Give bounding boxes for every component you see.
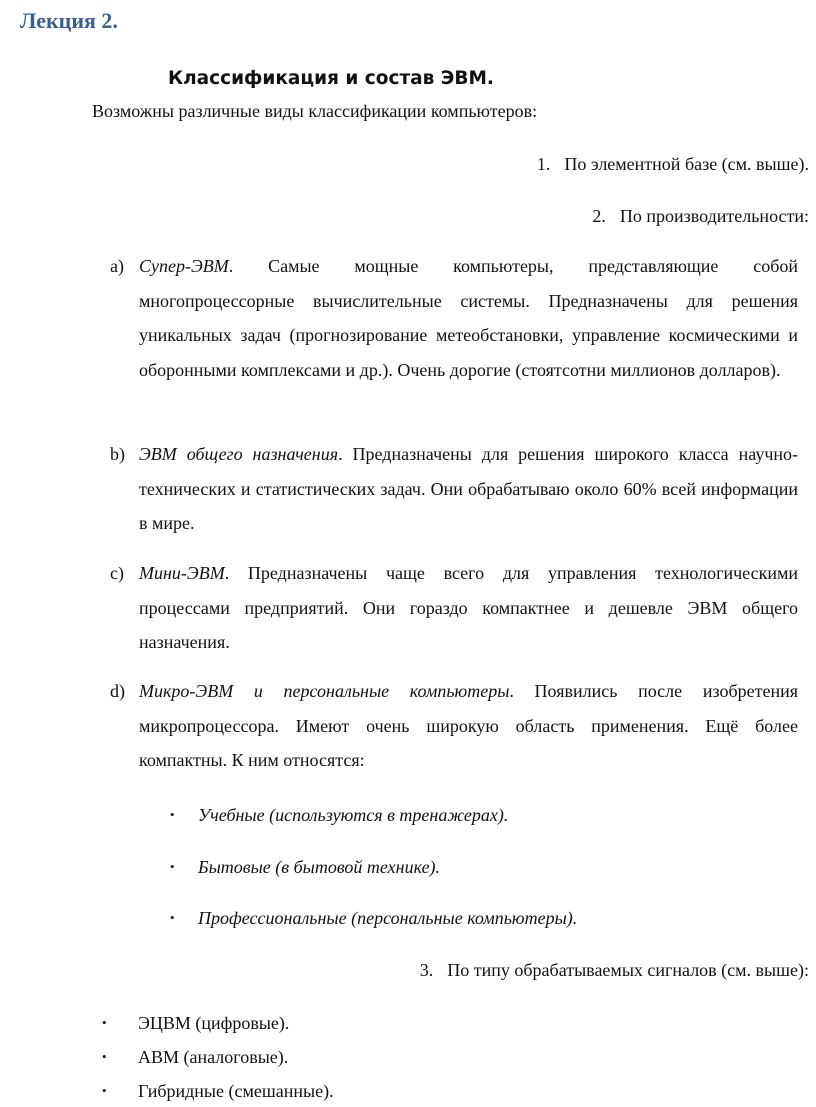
micro-type-item	[170, 805, 508, 826]
list-marker: a)	[110, 256, 124, 276]
list-marker: c)	[110, 563, 124, 583]
micro-type-item	[170, 908, 577, 929]
intro-paragraph: Возможны различные виды классификации компьютеров:	[92, 101, 538, 121]
signal-type-text: Гибридные (смешанные).	[138, 1081, 334, 1101]
numbered-item-3	[420, 960, 809, 981]
list-number: 2.	[592, 206, 606, 226]
class-item-micro	[110, 674, 798, 778]
bullet-icon: •	[170, 910, 175, 925]
signal-type-item	[102, 1081, 334, 1102]
signal-type-item	[102, 1013, 289, 1034]
class-item-mini	[110, 556, 798, 660]
micro-type-text: Профессиональные (персональные компьютеры).	[198, 908, 578, 928]
class-term: Супер-ЭВМ	[139, 256, 229, 276]
class-text: . Предназначены для решения широкого класса научно-технических и статистических задач. Они обрабатываю около 60% всей информации в мире.	[139, 444, 798, 533]
signal-type-item	[102, 1047, 288, 1068]
micro-type-text: Бытовые (в бытовой технике).	[198, 857, 441, 877]
list-marker: b)	[110, 444, 125, 464]
lecture-heading: Лекция 2.	[20, 8, 118, 33]
class-text: . Предназначены чаще всего для управления технологическими процессами предприятий. Они гораздо компактнее и дешевле ЭВМ общего назначения.	[139, 563, 798, 652]
micro-type-text: Учебные (используются в тренажерах).	[198, 805, 509, 825]
bullet-icon: •	[102, 1015, 107, 1030]
list-number: 1.	[536, 154, 551, 174]
list-number: 3.	[419, 960, 434, 980]
class-term: Микро-ЭВМ и персональные компьютеры	[139, 681, 510, 701]
class-description	[139, 674, 798, 778]
class-item-general	[110, 437, 798, 541]
bullet-icon: •	[102, 1049, 107, 1064]
class-description	[139, 249, 798, 387]
class-term: Мини-ЭВМ	[139, 563, 225, 583]
class-text: . Самые мощные компьютеры, представляющие собой многопроцессорные вычислительные системы. Предназначены для решения уникальных задач (прогнозирование метеобстановки, управление космическими и оборонными комплексами и др.). Очень дорогие (стоятсотни миллионов долларов).	[139, 256, 798, 380]
micro-type-item	[170, 857, 440, 878]
bullet-icon: •	[170, 807, 175, 822]
page-title: Классификация и состав ЭВМ.	[168, 68, 494, 89]
bullet-icon: •	[170, 859, 175, 874]
numbered-item-1	[537, 154, 809, 175]
numbered-item-text: По производительности:	[619, 206, 809, 226]
class-item-super	[110, 249, 798, 387]
class-description	[139, 437, 798, 541]
numbered-item-text: По типу обрабатываемых сигналов (см. выше):	[447, 960, 809, 980]
numbered-item-text: По элементной базе (см. выше).	[564, 154, 809, 174]
signal-type-text: ЭЦВМ (цифровые).	[138, 1013, 290, 1033]
numbered-item-2	[592, 206, 809, 227]
signal-type-text: АВМ (аналоговые).	[138, 1047, 289, 1067]
bullet-icon: •	[102, 1083, 107, 1098]
class-text: . Появились после изобретения микропроцессора. Имеют очень широкую область применения. Ещё более компактны. К ним относятся:	[139, 681, 798, 770]
class-term: ЭВМ общего назначения	[139, 444, 339, 464]
list-marker: d)	[110, 681, 125, 701]
class-description	[139, 556, 798, 660]
